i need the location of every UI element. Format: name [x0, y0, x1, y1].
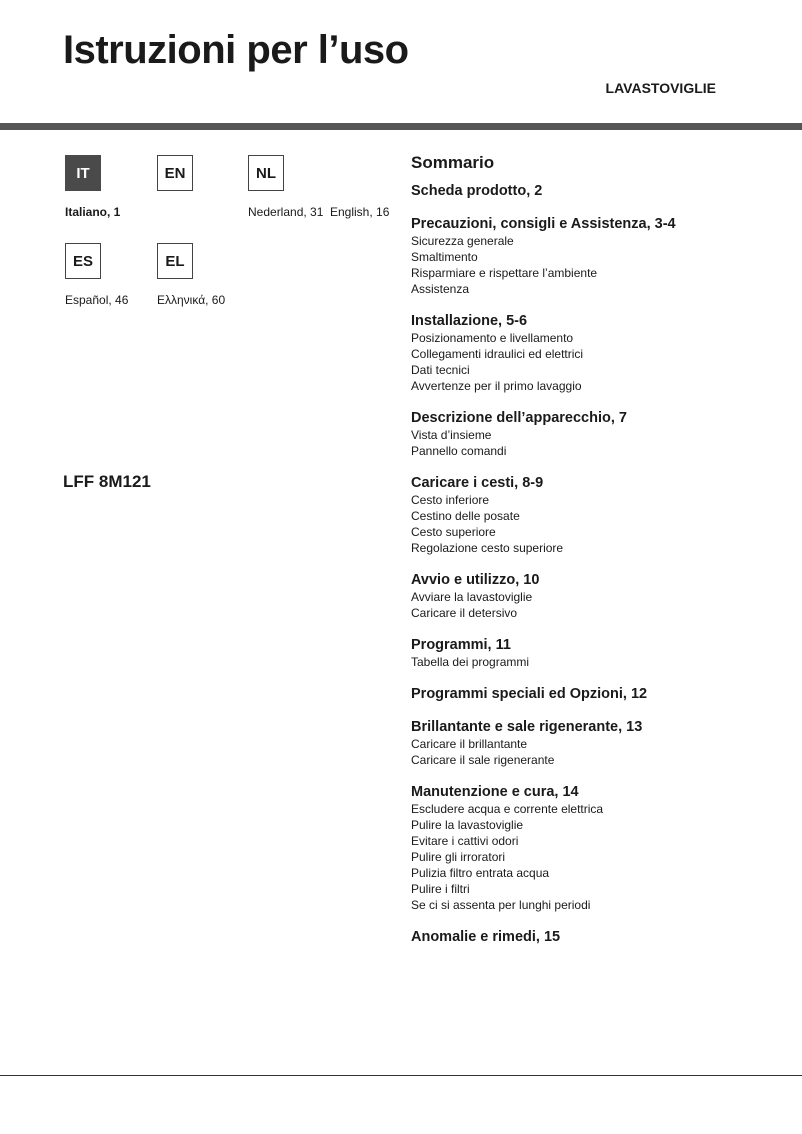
product-type: LAVASTOVIGLIE [605, 80, 716, 96]
toc-item[interactable]: Caricare il brillantante [411, 737, 528, 751]
toc-item[interactable]: Caricare il sale rigenerante [411, 753, 555, 767]
toc-item[interactable]: Sicurezza generale [411, 234, 514, 248]
toc-section-title[interactable]: Manutenzione e cura, 14 [411, 784, 579, 800]
page-title: Istruzioni per l’uso [63, 28, 409, 72]
toc-item[interactable]: Avvertenze per il primo lavaggio [411, 379, 582, 393]
toc-item[interactable]: Regolazione cesto superiore [411, 541, 564, 555]
lang-badge-it[interactable]: IT [65, 155, 101, 191]
toc-item[interactable]: Vista d’insieme [411, 428, 492, 442]
lang-label-it[interactable]: Italiano, 1 [65, 205, 121, 219]
toc-item[interactable]: Se ci si assenta per lunghi periodi [411, 898, 591, 912]
toc-item[interactable]: Smaltimento [411, 250, 478, 264]
toc-section [411, 183, 791, 200]
lang-label-nl[interactable]: Nederland, 31 [248, 205, 324, 219]
toc-section-title[interactable]: Caricare i cesti, 8-9 [411, 475, 544, 491]
lang-badge-el[interactable]: EL [157, 243, 193, 279]
lang-label-es[interactable]: Español, 46 [65, 293, 129, 307]
toc-section [411, 784, 791, 913]
footer-divider [0, 1075, 802, 1076]
toc-item[interactable]: Pulire gli irroratori [411, 850, 506, 864]
toc-section-title[interactable]: Descrizione dell’apparecchio, 7 [411, 410, 627, 426]
toc-item[interactable]: Assistenza [411, 282, 470, 296]
toc-section-title[interactable]: Programmi, 11 [411, 637, 511, 653]
lang-badge-es[interactable]: ES [65, 243, 101, 279]
toc-item[interactable]: Cesto superiore [411, 525, 496, 539]
model-number: LFF 8M121 [63, 472, 151, 491]
toc-section [411, 719, 791, 768]
lang-badge-en[interactable]: EN [157, 155, 193, 191]
toc-section [411, 929, 791, 946]
toc-section-title[interactable]: Scheda prodotto, 2 [411, 183, 543, 199]
toc-item[interactable]: Avviare la lavastoviglie [411, 590, 533, 604]
lang-badge-nl[interactable]: NL [248, 155, 284, 191]
toc-section-title[interactable]: Anomalie e rimedi, 15 [411, 929, 561, 945]
toc-section-title[interactable]: Brillantante e sale rigenerante, 13 [411, 719, 643, 735]
toc-section [411, 572, 791, 621]
toc-section-title[interactable]: Programmi speciali ed Opzioni, 12 [411, 686, 648, 702]
toc-section-title[interactable]: Avvio e utilizzo, 10 [411, 572, 540, 588]
toc-item[interactable]: Cesto inferiore [411, 493, 490, 507]
toc-title: Sommario [411, 153, 495, 172]
lang-label-el[interactable]: Ελληνικά, 60 [157, 293, 226, 307]
toc-item[interactable]: Posizionamento e livellamento [411, 331, 574, 345]
table-of-contents [411, 153, 791, 962]
toc-section [411, 475, 791, 556]
toc-item[interactable]: Dati tecnici [411, 363, 470, 377]
header-divider [0, 123, 802, 130]
toc-section-title[interactable]: Precauzioni, consigli e Assistenza, 3-4 [411, 216, 676, 232]
toc-section [411, 686, 791, 703]
toc-item[interactable]: Pulizia filtro entrata acqua [411, 866, 550, 880]
toc-section-title[interactable]: Installazione, 5-6 [411, 313, 528, 329]
toc-item[interactable]: Pulire i filtri [411, 882, 470, 896]
toc-section [411, 313, 791, 394]
toc-item[interactable]: Collegamenti idraulici ed elettrici [411, 347, 584, 361]
toc-item[interactable]: Tabella dei programmi [411, 655, 530, 669]
toc-section [411, 410, 791, 459]
toc-section [411, 216, 791, 297]
lang-label-en[interactable]: English, 16 [330, 205, 390, 219]
toc-item[interactable]: Escludere acqua e corrente elettrica [411, 802, 604, 816]
toc-item[interactable]: Evitare i cattivi odori [411, 834, 519, 848]
toc-item[interactable]: Caricare il detersivo [411, 606, 518, 620]
toc-item[interactable]: Cestino delle posate [411, 509, 520, 523]
toc-item[interactable]: Risparmiare e rispettare l’ambiente [411, 266, 598, 280]
toc-section [411, 637, 791, 670]
toc-item[interactable]: Pannello comandi [411, 444, 507, 458]
toc-item[interactable]: Pulire la lavastoviglie [411, 818, 524, 832]
